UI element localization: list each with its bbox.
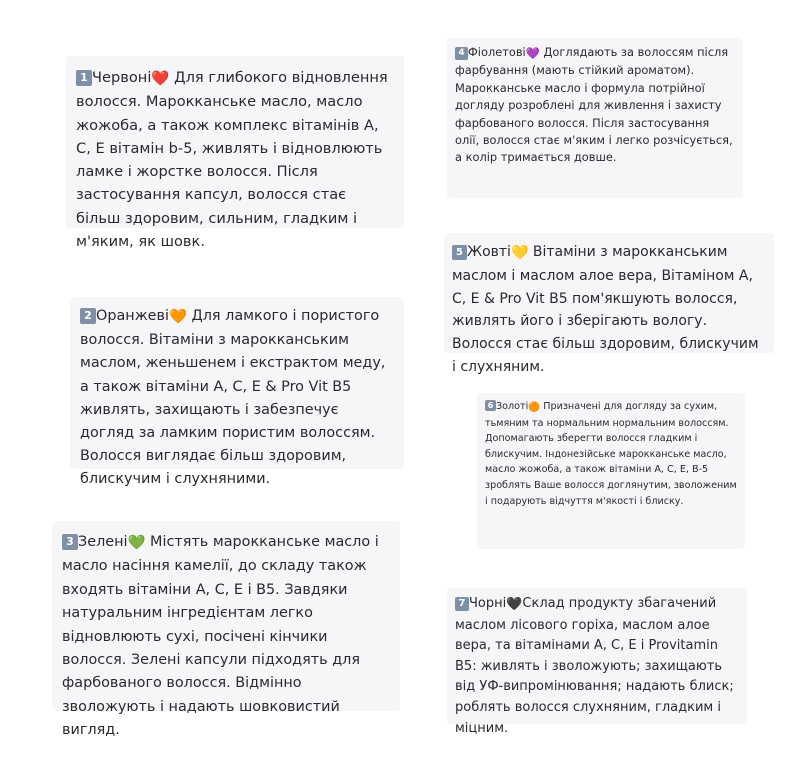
card-description: Для ламкого і пористого волосся. Вітаміни з марокканським маслом, женьшенем і екстрактом меду, а також вітаміни А, С, Е & Pro Vit B5 живлять, захищають і забезпечує догляд за ламким пористим волоссям. Волосся виглядає більш здоровим, блискучим і слухняними. — [80, 308, 386, 488]
orange-heart-icon: 🧡 — [169, 309, 187, 325]
card-text — [76, 66, 394, 253]
card-text — [62, 531, 390, 743]
card-text — [485, 399, 737, 509]
purple-heart-icon: 💜 — [525, 46, 540, 60]
card-black-capsules — [447, 588, 747, 736]
card-title: Червоні — [92, 69, 152, 86]
card-title: Чорні — [469, 596, 507, 611]
yellow-heart-icon: 💛 — [510, 245, 529, 261]
card-gold-capsules — [477, 393, 745, 549]
card-text — [455, 44, 735, 167]
card-description: Склад продукту збагачений маслом лісового горіха, маслом алое вера, та вітамінами А, С, Е і Provitamin B5: живлять і зволожують; захищають від УФ-випромінювання; надають блиск; роблять волосся слухняним, гладким і міцним. — [455, 596, 734, 736]
number-badge: 3 — [62, 534, 78, 550]
card-green-capsules — [52, 521, 400, 739]
card-yellow-capsules — [444, 233, 774, 375]
card-title: Оранжеві — [96, 308, 169, 324]
number-badge: 6 — [485, 400, 496, 411]
card-title: Жовті — [467, 244, 511, 260]
card-title: Золоті — [496, 401, 529, 412]
red-heart-icon: ❤️ — [151, 70, 170, 87]
card-orange-capsules — [70, 297, 404, 488]
card-red-capsules — [66, 56, 404, 251]
card-description: Для глибокого відновлення волосся. Марокканське масло, масло жожоба, а також комплекс вітамінів А, С, Е вітамін b-5, живлять і відновлюють ламке і жорстке волосся. Після застосування капсул, волосся стає більш здоровим, сильним, гладким і м'яким, як шовк. — [76, 69, 388, 251]
card-purple-capsules — [447, 38, 743, 198]
green-heart-icon: 💚 — [127, 535, 146, 551]
number-badge: 2 — [80, 308, 96, 324]
number-badge: 7 — [455, 597, 469, 611]
card-description: Призначені для догляду за сухим, тьмяним та нормальним нормальним волоссям. Допомагають зберегти волосся гладким і блискучим. Індонезійське марокканське масло, масло жожоба, а також вітаміни А, С, Е, В-5 зроблять Ваше волосся доглянутим, зволоженим і подарують відчуття м'якості і блиску. — [485, 401, 737, 507]
orange-circle-icon: 🟠 — [528, 402, 541, 413]
card-text — [80, 305, 394, 492]
number-badge: 5 — [452, 245, 467, 260]
number-badge: 1 — [76, 70, 92, 86]
card-title: Фіолетові — [468, 45, 526, 59]
number-badge: 4 — [455, 47, 468, 60]
card-description: Вітаміни з марокканським маслом і маслом алое вера, Вітаміном А, С, Е & Pro Vit B5 пом'якшують волосся, живлять його і зберігають вологу. Волосся стає більш здоровим, блискучим і слухняним. — [452, 244, 759, 375]
card-text — [452, 241, 766, 379]
black-heart-icon: 🖤 — [506, 597, 523, 612]
card-text — [455, 594, 739, 739]
card-title: Зелені — [78, 534, 128, 550]
card-description: Містять марокканське масло і масло насіння камелії, до складу також входять вітаміни А, С, Е і В5. Завдяки натуральним інгредієнтам легко відновлюють сухі, посічені кінчики волосся. Зелені капсули підходять для фарбованого волосся. Відмінно зволожують і надають шовковистий вигляд. — [62, 534, 379, 739]
card-description: Доглядають за волоссям після фарбування (мають стійкий ароматом). Марокканське масло і формула потрійної догляду розроблені для живлення і захисту фарбованого волосся. Після застосування олії, волосся стає м'яким і легко розчісується, а колір тримається довше. — [455, 45, 733, 165]
